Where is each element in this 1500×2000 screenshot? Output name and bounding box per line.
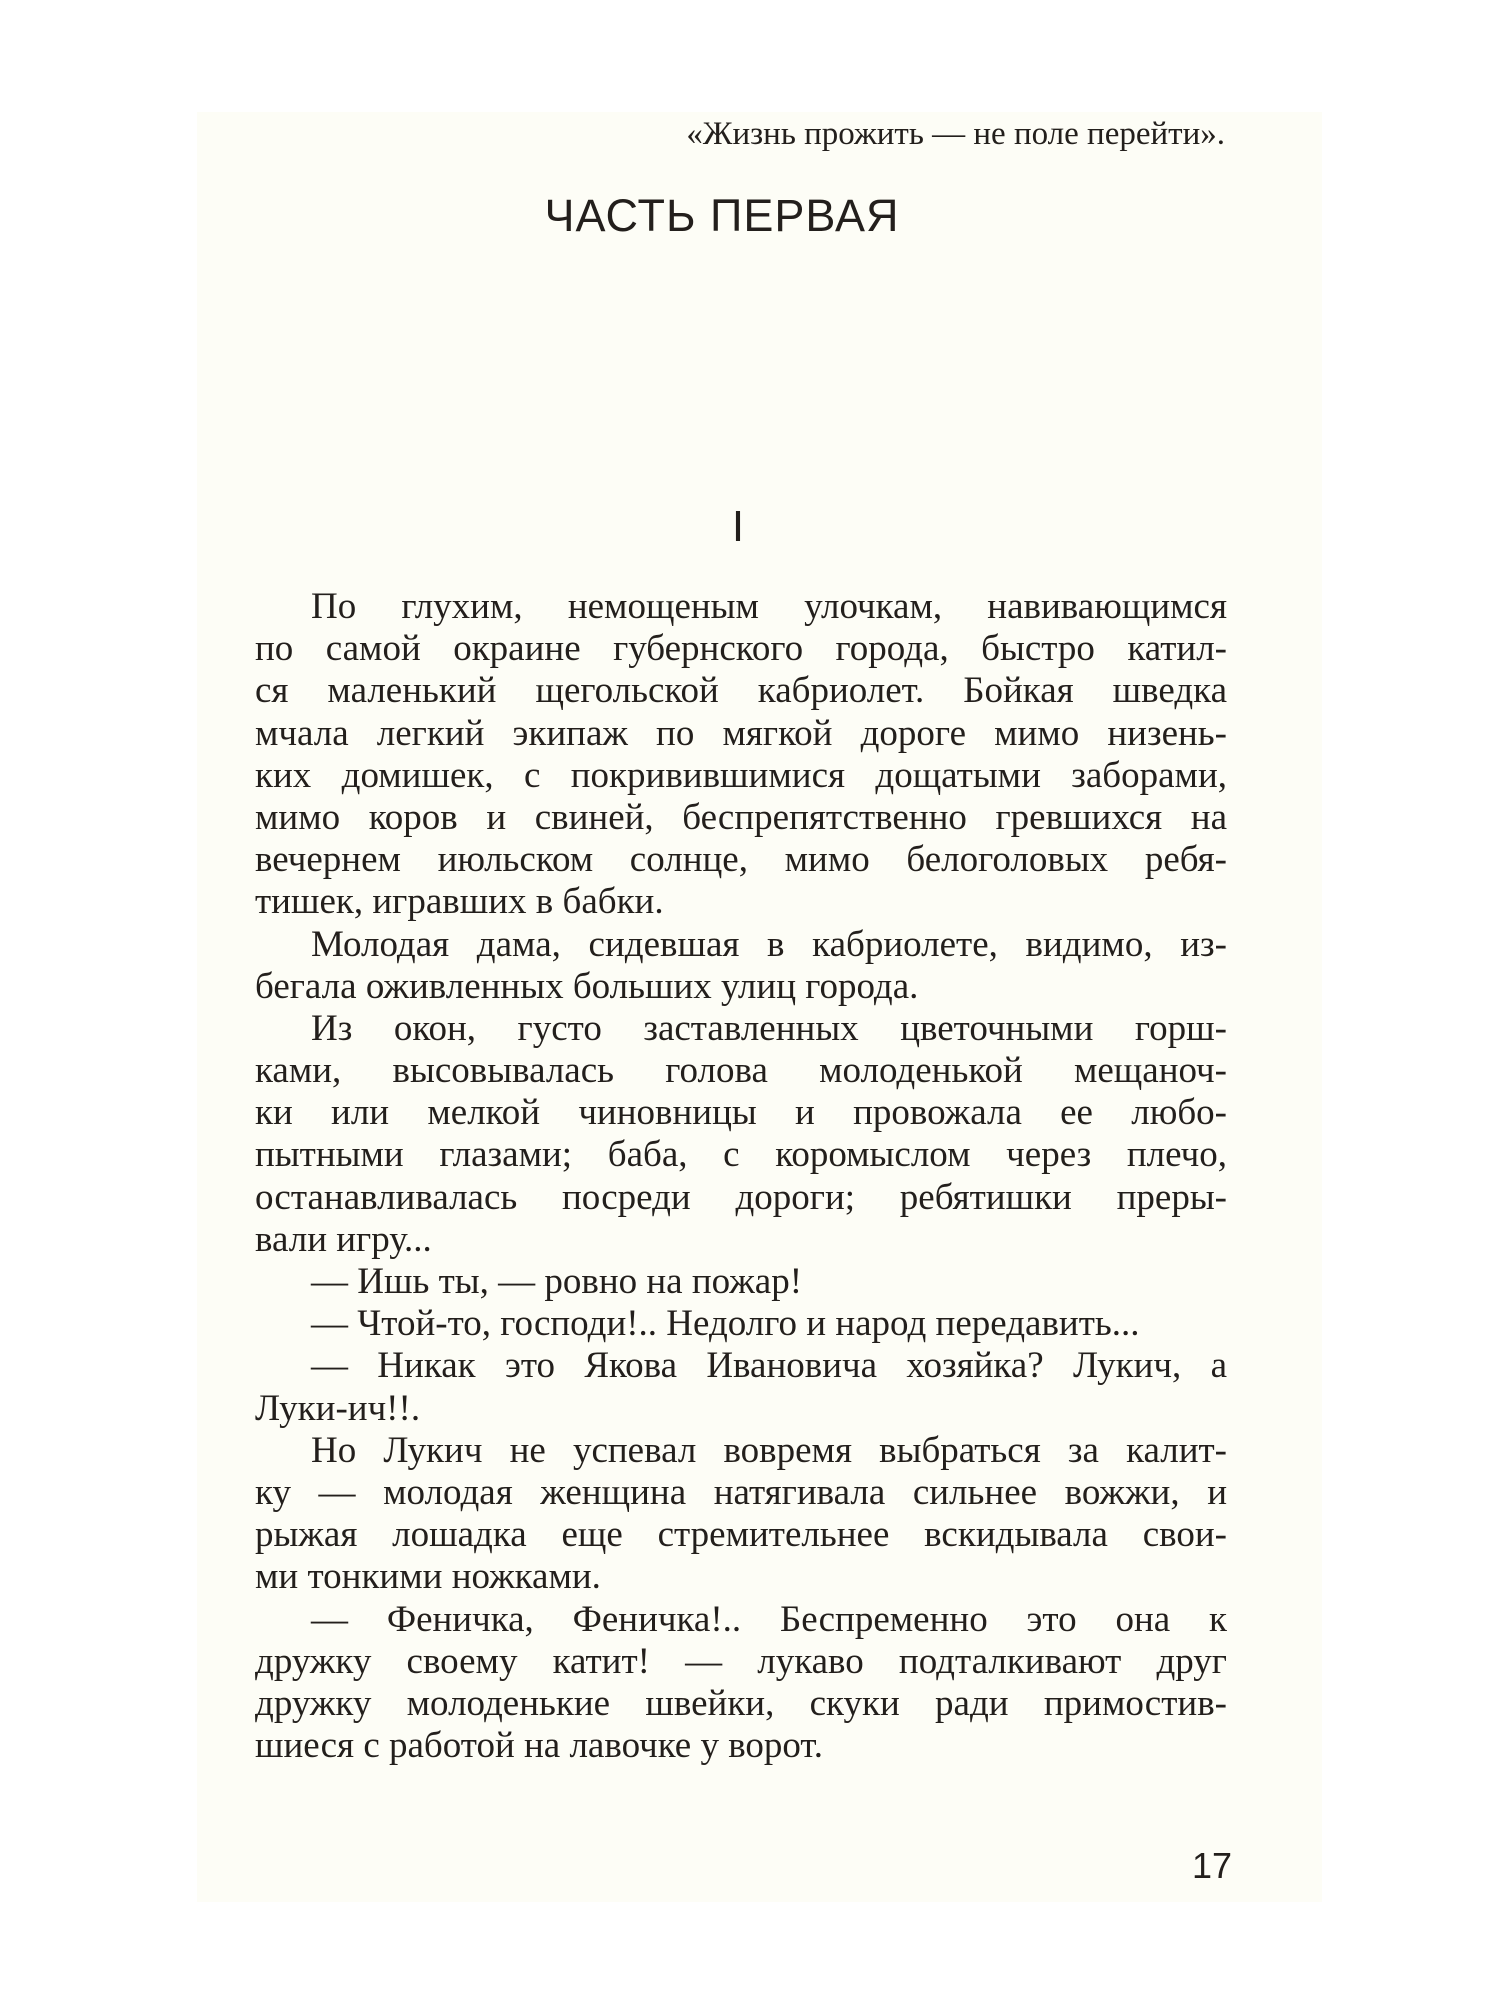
chapter-number: I [731,502,745,551]
paragraph [255,1008,1227,1261]
text-line: тишек, игравших в бабки. [255,881,664,923]
text-line: вечернем июльском солнце, мимо белоголовых ребя- [255,839,1227,881]
text-line: Из окон, густо заставленных цветочными горш- [311,1007,1227,1049]
text-line: пытными глазами; баба, с коромыслом через плечо, [255,1134,1227,1176]
paragraph [255,586,1227,924]
text-line: — Чтой-то, господи!.. Недолго и народ передавить... [311,1303,1140,1345]
text-line: мчала легкий экипаж по мягкой дороге мимо низень- [255,712,1227,754]
paragraph [255,1303,1227,1345]
text-line: — Феничка, Феничка!.. Беспременно это она к [311,1598,1227,1640]
text-line: Молодая дама, сидевшая в кабриолете, видимо, из- [311,923,1227,965]
paragraph [255,1599,1227,1768]
paragraph [255,1430,1227,1599]
page-number: 17 [1191,1845,1232,1886]
text-line: останавливалась посреди дороги; ребятишки преры- [255,1176,1227,1218]
text-line: — Ишь ты, — ровно на пожар! [311,1261,803,1302]
text-line: мимо коров и свиней, беспрепятственно гревшихся на [255,796,1227,838]
text-line: ки или мелкой чиновницы и провожала ее любо- [255,1092,1227,1134]
part-title: ЧАСТЬ ПЕРВАЯ [544,190,900,241]
paragraph [255,1345,1227,1429]
book-page [197,112,1322,1902]
text-line: Но Лукич не успевал вовремя выбраться за калит- [311,1429,1227,1471]
text-line: ся маленький щегольской кабриолет. Бойкая шведка [255,670,1227,712]
text-line: Луки-ич!!. [255,1387,421,1429]
body-text [255,586,1227,1767]
text-line: ких домишек, с покривившимися дощатыми заборами, [255,754,1227,796]
text-line: рыжая лошадка еще стремительнее вскидывала свои- [255,1514,1227,1556]
paragraph [255,924,1227,1008]
text-line: ками, высовывалась голова молоденькой мещаноч- [255,1050,1227,1092]
text-line: по самой окраине губернского города, быстро катил- [255,628,1227,670]
text-line: бегала оживленных больших улиц города. [255,965,919,1007]
text-line: По глухим, немощеным улочкам, навивающимся [311,586,1227,627]
paragraph [255,1261,1227,1303]
text-line: ми тонкими ножками. [255,1556,601,1598]
epigraph: «Жизнь прожить — не поле перейти». [686,116,1225,152]
text-line: шиеся с работой на лавочке у ворот. [255,1725,824,1767]
text-line: ку — молодая женщина натягивала сильнее вожжи, и [255,1471,1227,1513]
text-line: дружку своему катит! — лукаво подталкивают друг [255,1640,1227,1682]
text-line: дружку молоденькие швейки, скуки ради примостив- [255,1682,1227,1724]
text-line: — Никак это Якова Ивановича хозяйка? Лукич, а [311,1345,1227,1387]
text-line: вали игру... [255,1218,432,1260]
